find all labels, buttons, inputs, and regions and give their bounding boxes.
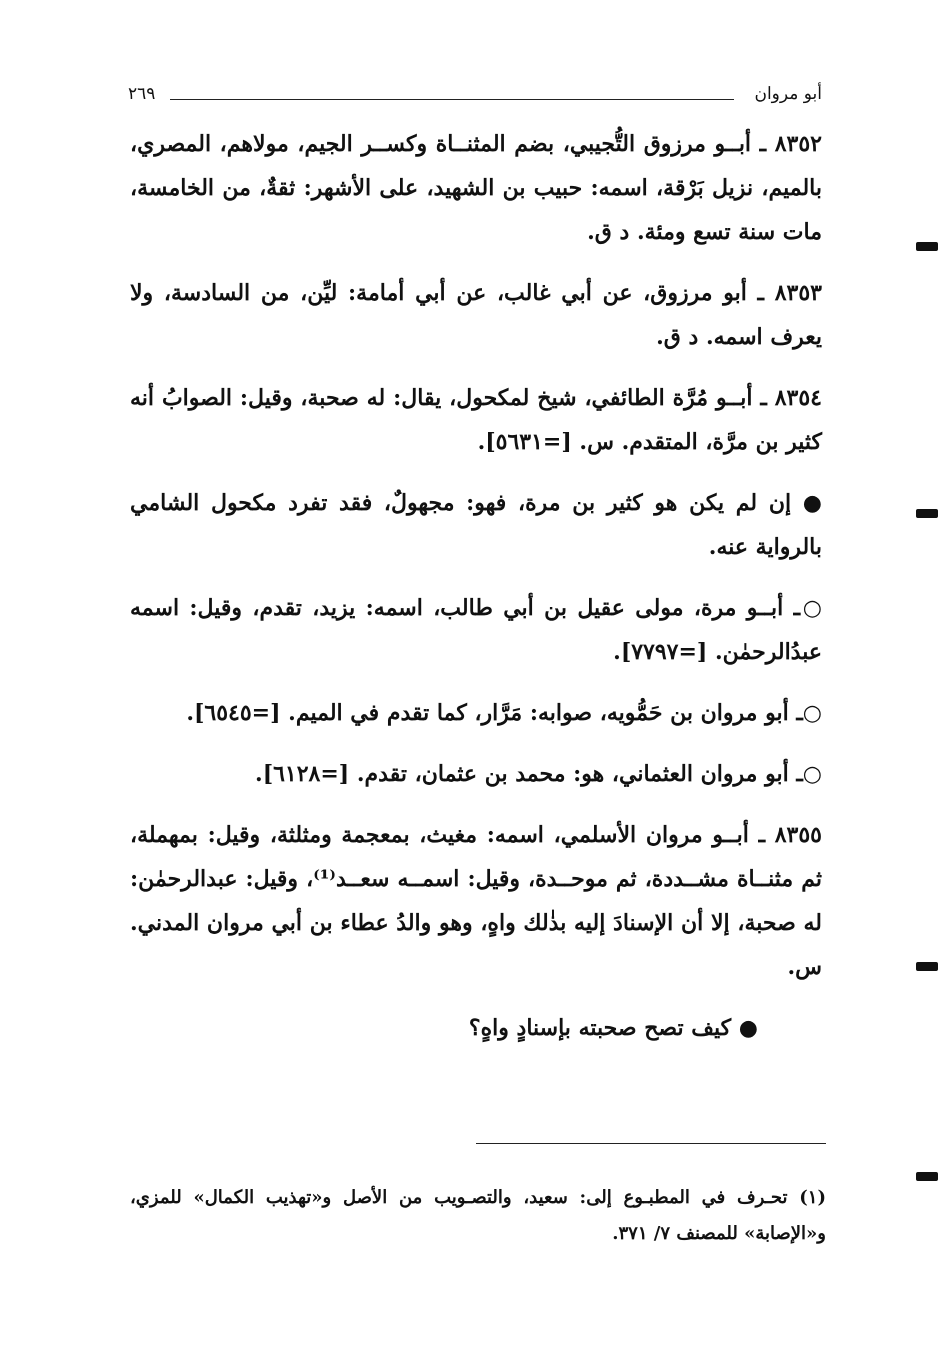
binding-mark [916,1172,938,1181]
header-rule [170,99,734,100]
binding-mark [916,509,938,518]
entry-8355: ٨٣٥٥ ـ أبــو مروان الأسلمي، اسمه: مغيث، بمعجمة ومثلثة، وقيل: بمهملة، ثم مثنــاة مشــددة، ثم موحــدة، وقيل: اسمــه سعــد⁽¹⁾، وقيل: عبدالرحمٰن: له صحبة، إلا أن الإسنادَ إليه بذٰلك واهٍ، وهو والدُ عطاء بن أبي مروان المدني. س. [130,822,822,980]
cross-ref-abu-marwan-hammuyah: ○ـ أبو مروان بن حَمُّويه، صوابه: مَرَّار، كما تقدم في الميم. [=٦٥٤٥]. [186,700,822,726]
entry-8352: ٨٣٥٢ ـ أبــو مرزوق التُّجيبي، بضم المثنــاة وكســر الجيم، مولاهم، المصري، بالميم، نزيل بَرْقة، اسمه: حبيب بن الشهيد، على الأشهر: ثقةٌ، من الخامسة، مات سنة تسع ومئة. د ق. [130,131,822,245]
entry-8354: ٨٣٥٤ ـ أبــو مُرَّة الطائفي، شيخ لمكحول، يقال: له صحبة، وقيل: الصوابُ أنه كثير بن مرَّة، المتقدم. س. [=٥٦٣١]. [130,385,822,455]
cross-ref-abu-marwan-uthmani: ○ـ أبو مروان العثماني، هو: محمد بن عثمان، تقدم. [=٦١٢٨]. [255,761,822,787]
page-number: ٢٦٩ [128,84,156,104]
cross-ref-abu-murra: ○ـ أبــو مرة، مولى عقيل بن أبي طالب، اسمه: يزيد، تقدم، وقيل: اسمه عبدُالرحمٰن. [=٧٧٩٧]. [130,595,822,665]
comment-8354: ● إن لم يكن هو كثير بن مرة، فهو: مجهولٌ، فقد تفرد مكحول الشامي بالرواية عنه. [130,490,822,560]
comment-8355: ● كيف تصح صحبته بإسنادٍ واهٍ؟ [468,1015,758,1041]
binding-mark [916,962,938,971]
footnote-rule [476,1143,826,1144]
binding-mark [916,242,938,251]
running-title: أبو مروان [754,84,822,104]
running-header [128,82,822,110]
footnote-1: (١) تحـرف في المطبـوع إلى: سعيد، والتصـويب من الأصل و«تهذيب الكمال» للمزي، و«الإصابة» للمصنف ٧/ ٣٧١. [130,1187,826,1244]
entry-8353: ٨٣٥٣ ـ أبو مرزوق، عن أبي غالب، عن أبي أمامة: ليِّن، من السادسة، ولا يعرف اسمه. د ق. [130,280,822,350]
main-text [130,122,822,1067]
